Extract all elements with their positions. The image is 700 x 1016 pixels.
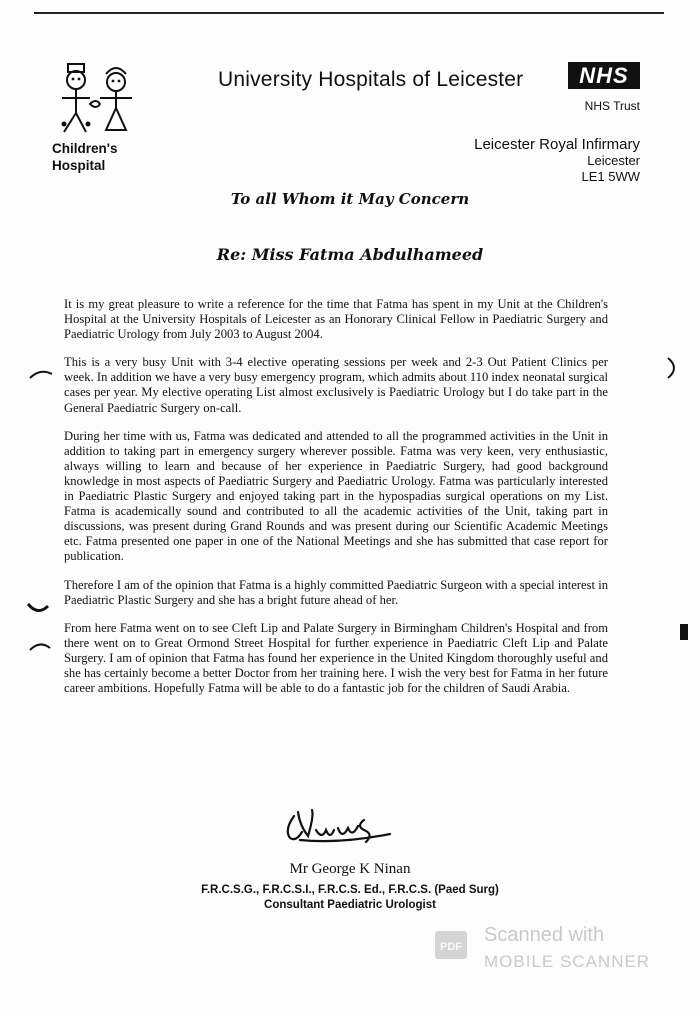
signatory-name: Mr George K Ninan (289, 861, 411, 877)
body-paragraph: Therefore I am of the opinion that Fatma is a highly committed Paediatric Surgeon with a special interest in Paediatric Plastic Surgery and she has a bright future ahead of her. (64, 577, 608, 607)
logo-caption (52, 140, 152, 174)
body-paragraph: This is a very busy Unit with 3-4 elective operating sessions per week and 2-3 Out Patient Clinics per week. In addition we have a very busy emergency program, which admits about 110 index neonatal surgical cases per year. My elective operating List almost exclusively is Paediatric Urology but I do take part in the General Paediatric Surgery on-call. (64, 355, 608, 415)
site-name: Leicester Royal Infirmary (474, 136, 640, 153)
body-paragraph: From here Fatma went on to see Cleft Lip and Palate Surgery in Birmingham Children's Hospital and from there went on to Great Ormond Street Hospital for further experience in Paediatric Cleft Lip and Palate Surgery. I am of opinion that Fatma has found her experience in the United Kingdom thoroughly useful and she has certainly become a better Doctor from her training here. I wish the very best for Fatma in her future career ambitions. Hopefully Fatma will be able to do a fantastic job for the children of Saudi Arabia. (64, 620, 608, 696)
scan-mark (28, 640, 52, 654)
scan-mark (28, 368, 54, 382)
logo-caption-line1: Children's (52, 141, 118, 156)
organisation-name: University Hospitals of Leicester (218, 68, 524, 91)
handwritten-signature (280, 806, 410, 848)
letter-body (64, 297, 608, 709)
nhs-logo: NHS (568, 62, 640, 89)
site-address (400, 137, 640, 185)
scanner-watermark (434, 924, 684, 980)
site-city: Leicester (587, 153, 640, 168)
body-paragraph: It is my great pleasure to write a reference for the time that Fatma has spent in my Unit at the Children's Hospital at the University Hospitals of Leicester as an Honorary Clinical Fellow in Paediatric Surgery and Paediatric Urology from July 2003 to August 2004. (64, 297, 608, 342)
site-postcode: LE1 5WW (581, 169, 640, 184)
subject-line: Re: Miss Fatma Abdulhameed (216, 245, 484, 264)
signatory-title: Consultant Paediatric Urologist (264, 899, 436, 911)
signatory-qualifications: F.R.C.S.G., F.R.C.S.I., F.R.C.S. Ed., F.R.C.S. (Paed Surg) (201, 884, 499, 896)
signatory-details (0, 883, 700, 913)
logo-caption-line2: Hospital (52, 158, 106, 173)
pdf-icon-label: PDF (440, 941, 462, 953)
watermark-line1: Scanned with (484, 924, 605, 946)
salutation: To all Whom it May Concern (230, 190, 470, 208)
scan-mark (678, 622, 690, 642)
top-rule (34, 12, 664, 14)
scan-mark (664, 356, 682, 380)
pdf-document-icon (434, 930, 468, 960)
scan-mark (26, 600, 50, 616)
watermark-line2: MOBILE SCANNER (484, 952, 651, 971)
childrens-hospital-logo (52, 58, 142, 138)
trust-name: NHS Trust (584, 99, 640, 113)
body-paragraph: During her time with us, Fatma was dedicated and attended to all the programmed activities in the Unit in addition to taking part in emergency surgery wherever possible. Fatma was very keen, very enthusiastic, always willing to learn and because of her experience in Paediatric Surgery, had good background knowledge in most aspects of Paediatric Surgery and Paediatric Urology. Fatma was particularly interested in Paediatric Plastic Surgery and enjoyed taking part in the hypospadias surgical operations on my List. Fatma is academically sound and contributed to all the academic activities of the Unit, taking part in discussions, was present during Grand Rounds and was present during our Scientific Academic Meetings etc. Fatma presented one paper in one of the National Meetings and she has submitted that case report for publication. (64, 428, 608, 564)
